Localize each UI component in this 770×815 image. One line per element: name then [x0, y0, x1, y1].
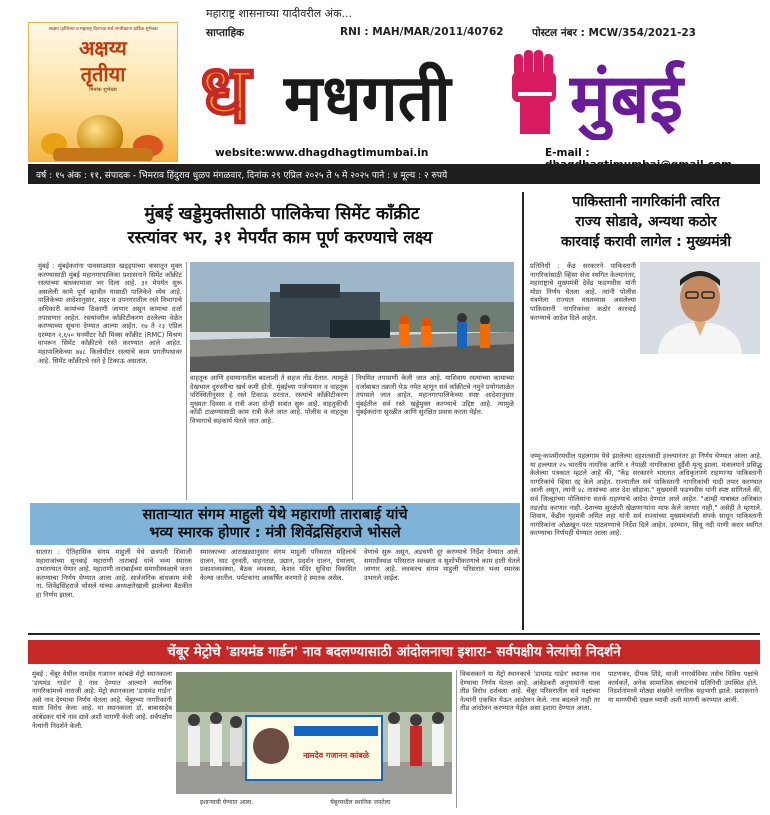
story2-body: जम्मू-काश्मीरमधील पहलगाम येथे झालेल्या दहशतवादी हल्ल्यानंतर हा निर्णय घेण्यात आला आहे. या हल्ल्यात २५ भारतीय नागरिक आणि १ नेपाळी नागरिकाचा दुर्दैवी मृत्यू झाला. मंत्रालयाने प्रसिद्ध केलेल्या पत्रकात म्हटले आहे की, "केंद्र सरकारने भारतात अधिकृतपणे राहणाऱ्या पाकिस्तानी नागरिकांचे व्हिसा रद्द केले आहेत. राज्यातील सर्व पाकिस्तानी नागरिकांची यादी तयार करण्यात आली असून, त्यांनी ४८ तासांच्या आत देश सोडावा." मुख्यमंत्री फडणवीस यांनी स्पष्ट सांगितले की, सर्व जिल्ह्यांच्या पोलिसांना सतर्क राहण्याचे आदेश देण्यात आले आहेत. "आम्ही याबाबत अजिबात तडजोड करणार नाही. देशाच्या सुरक्षेशी खेळणाऱ्यांना माफ केले जाणार नाही," असेही ते म्हणाले. शिवाय, केंद्रीय गृहमंत्री अमित शहा यांनी सर्व राज्यांच्या मुख्यमंत्र्यांशी संपर्क साधून पाकिस्तानी नागरिकांना ओळखून परत पाठवण्याचे निर्देश दिले आहेत. दरम्यान, सिंधू नदी पाणी करार स्थगित करण्याचा निर्णयही घेण्यात आला आहे. [530, 452, 762, 538]
col-divider [456, 670, 457, 808]
story1-headline-2: रस्त्यांवर भर, ३१ मेपर्यंत काम पूर्ण करण्याचे लक्ष्य [127, 228, 433, 248]
story1-headline-1: मुंबई खड्डेमुक्तीसाठी पालिकेचा सिमेंट काँक्रीट [144, 204, 420, 224]
saptahik-label: साप्ताहिक [206, 27, 245, 39]
ad-sub: मिमांक शुभेच्छा [89, 87, 117, 93]
topline: महाराष्ट्र शासनाच्या यादीवरील अंक... [206, 7, 353, 20]
rni-number: RNI : MAH/MAR/2011/40762 [340, 26, 504, 38]
protest-photo [176, 672, 452, 794]
story2-headline-1: पाकिस्तानी नागरिकांनी त्वरित [572, 194, 720, 210]
chief-minister-photo [640, 262, 760, 354]
email-link[interactable]: E-mail : [545, 147, 590, 159]
akshaya-tritiya-ad [28, 22, 178, 162]
ad-title-1: अक्षय्य [79, 36, 127, 60]
masthead [200, 40, 760, 140]
story1-col2: वाहतूक आणि हवामानातील बदलाशी ते सहज तोंड देतात. त्यामुळे देखभाल दुरुस्तीचा खर्च कमी होतो. मुंबईच्या पर्जन्यमान व वाहतूक परिस्थितीनुसार हे रस्ते टिकाऊ ठरतात. रस्त्यांचे काँक्रीटीकरण मुख्यतः दिवसा व रात्री अशा दोन्ही सत्रांत सुरू आहे. वाहतुकीची कोंडी टाळण्यासाठी काम रात्री केले जात आहे. पोलीस व वाहतूक विभागाचे सहकार्य घेतले जात आहे. [190, 374, 348, 425]
story3-col1: सातारा : ऐतिहासिक संगम माहुली येथे छत्रपती शिवाजी महाराजांच्या सूनबाई महाराणी ताराबाई यांचे भव्य स्मारक उभारण्यात येणार आहे. महाराणी ताराबाईंच्या समाधीस्थळाचे जतन करण्याचा निर्णय घेण्यात आला आहे. सार्वजनिक बांधकाम मंत्री ना. शिवेंद्रसिंहराजे भोसले यांच्या अध्यक्षतेखाली झालेल्या बैठकीत हा निर्णय झाला. [36, 548, 192, 599]
website-link[interactable]: website:www.dhagdhagtimumbai.in [215, 147, 429, 159]
story3-col3: वेणाचे सुरू असून, अडचणी दूर करण्याचे निर्देश देण्यात आले. समाधीस्थळ परिसरात स्वच्छता व सुशोभीकरणाचे काम हाती घेतले जाणार आहे. लवकरच संगम माहुली परिसरात भव्य स्मारक उभारले जाईल. [364, 548, 520, 582]
story2-headline-2: राज्य सोडावे, अन्यथा कठोर [575, 214, 717, 230]
masthead-letter: ध [200, 47, 251, 140]
story3-headline-banner [30, 503, 520, 545]
issue-info-bar: वर्ष : १५ अंक : ११, संपादक - भिमराव हिंदुराव धुळप मंगळवार, दिनांक २९ एप्रिल २०२५ ते ५ मे २०२५ पाने : ४ मूल्य : २ रुपये [28, 164, 760, 184]
story1-col1: मुंबई : मुंबईकरांना पावसाळ्यात खड्ड्यांच्या त्रासातून मुक्त करण्यासाठी मुंबई महानगरपालिका प्रशासनाने सिमेंट काँक्रीट रस्त्यांच्या बांधकामावर भर दिला आहे. ३१ मेपर्यंत सुरू असलेली कामे पूर्ण व्हावीत यासाठी पालिकेने ध्येय आहे. पालिकेच्या आदेशानुसार, शहर व उपनगरातील रस्ते विभागाचे अधिकारी कामांच्या ठिकाणी जाणार असून कामाचा दर्जा तपासणार आहेत. रस्त्यांवरील काँक्रीटीकरण ठरलेल्या वेळेत करण्याच्या सूचना देण्यात आल्या आहेत. १७ ते २३ एप्रिल दरम्यान २,६५० घनमीटर रेडी मिक्स काँक्रीट (RMC) मिश्रण वापरून सिमेंट काँक्रीटचे रस्ते करण्यात आले आहेत. महापालिकेच्या ७४८ किलोमीटर रस्त्यांचे काम प्रगतीपथावर आहे. सिमेंट काँक्रीटचे रस्ते हे टिकाऊ असतात. [38, 262, 182, 365]
col-divider [186, 262, 187, 500]
ad-title-2: तृतीया [80, 62, 126, 86]
col-divider [352, 374, 353, 500]
story3-col2: स्मारकाच्या आराखड्यानुसार संगम माहुली परिसरात महिलांचे दालन, घाट दुरुस्ती, वाहनतळ, उद्यान, प्रदर्शन दालन, ग्रंथालय, प्रकाशव्यवस्था, बैठक व्यवस्था, केशव मंदिर सुविधा विकसित केल्या जातील. पर्यटकांना आकर्षित करणारे हे स्मारक असेल. [200, 548, 356, 582]
story1-col3: नियमित तपासणी केली जात आहे. याशिवाय रस्त्यांच्या कामाच्या दर्जाबाबत तक्रारी येऊ नयेत म्हणून सर्व काँक्रीटचे नमुने प्रयोगशाळेत तपासले जात आहेत. महानगरपालिकेच्या स्पष्ट आदेशानुसार मुंबईतील सर्व रस्ते खड्डेमुक्त करण्याचे उद्दिष्ट आहे. त्यामुळे मुंबईकरांना सुरळीत आणि सुरक्षित प्रवास करता येईल. [356, 374, 514, 417]
section-divider [522, 192, 524, 630]
masthead-city: मुंबई [570, 60, 683, 139]
postal-number: पोस्टल नंबर : MCW/354/2021-23 [532, 27, 696, 39]
story4-headline: चेंबूर मेट्रोचे 'डायमंड गार्डन' नाव बदलण्यासाठी आंदोलनाचा इशारा- सर्वपक्षीय नेत्यांची निदर्शने [28, 640, 760, 664]
ad-tiny-text: आक्षय तृतीयेच्या व महाराष्ट्र दिनाच्या सर्व नागरिकांना हार्दिक शुभेच्छा [48, 27, 158, 32]
story4-col3: विकसकाने या मेट्रो स्थानकाचे 'डायमंड गार्डन' स्थानक नाव देण्याचा निर्णय घेतला आहे. आंबेडकरी अनुयायांनी याला तीव्र विरोध दर्शवला आहे. चेंबूर परिसरातील सर्व पक्षांच्या नेत्यांनी एकत्रित येऊन आंदोलन केले. नाव बदलले नाही तर तीव्र आंदोलन करण्यात येईल असा इशारा देण्यात आला. [460, 670, 600, 713]
road-construction-photo [190, 262, 514, 372]
story2-headline-3: कारवाई करावी लागेल : मुख्यमंत्री [561, 234, 731, 250]
raised-fist-icon [512, 50, 556, 134]
story2-lead: प्रतिनिधी : केंद्र सरकारने पाकिस्तानी नागरिकांसाठी व्हिसा सेवा स्थगित केल्यानंतर, महाराष्ट्राचे मुख्यमंत्री देवेंद्र फडणवीस यांनी मोठा निर्णय घेतला आहे. त्यांनी पोलीस यंत्रणेला राज्यात वास्तव्यास असलेल्या पाकिस्तानी नागरिकांवर कठोर कारवाई करण्याचे आदेश दिले आहेत. [530, 262, 636, 322]
masthead-word: मधगती [284, 62, 451, 136]
story3-headline-2: भव्य स्मारक होणार : मंत्री शिवेंद्रसिंहराजे भोसले [149, 525, 401, 541]
photo-caption-2: चेंबूरमधील स्थानिक जनतेला [330, 799, 391, 806]
tray-icon [53, 148, 153, 162]
story4-col4: पाटणकर, दीपक शिंदे, माजी नगरसेविका तसेच विविध पक्षांचे कार्यकर्ते, अनेक सामाजिक संघटनांचे प्रतिनिधी उपस्थित होते. निदर्शनांमध्ये मोठ्या संख्येने नागरिक सहभागी झाले. प्रशासनाने या मागणीची दखल घ्यावी अशी मागणी करण्यात आली. [608, 670, 758, 704]
section-divider [28, 633, 760, 635]
protest-banner-text: नामदेव गजानन कांबळे [303, 751, 369, 760]
story3-headline-1: सातार्‍यात संगम माहुली येथे महाराणी ताराबाई यांचे [142, 507, 408, 523]
photo-caption-1: इशाऱ्याची घेण्यात आला. [200, 799, 254, 806]
story4-col1: मुंबई : चेंबूर येथील नामदेव गजानन कांबळे मेट्रो स्थानकाला 'डायमंड गार्डन' हे नाव देण्यात आल्याने स्थानिक नागरिकांमध्ये नाराजी आहे. मेट्रो स्थानकाला 'डायमंड गार्डन' असे नाव देण्याचा निर्णय घेतला आहे. चेंबूरच्या नागरिकांनी याला विरोध केला आहे. या स्थानकाला डॉ. बाबासाहेब आंबेडकर यांचे नाव द्यावे अशी मागणी केली आहे. सर्वपक्षीय नेत्यांनी निदर्शने केली. [32, 670, 172, 730]
